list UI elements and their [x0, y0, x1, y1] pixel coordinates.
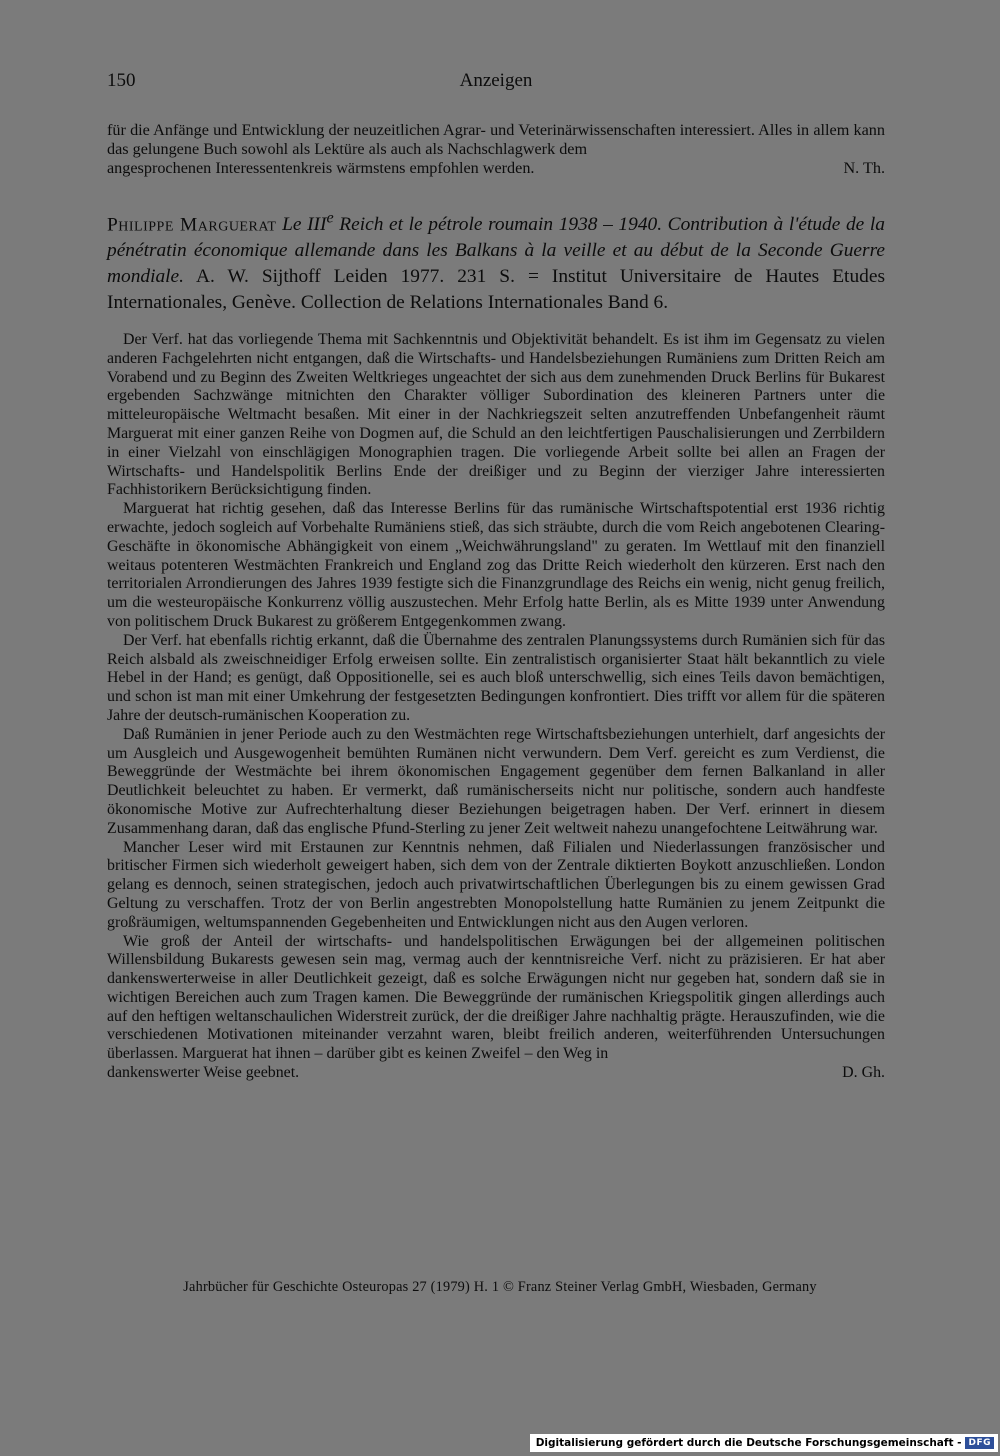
- dfg-notice-text: Digitalisierung gefördert durch die Deutsche Forschungsgemeinschaft -: [535, 1437, 962, 1449]
- citation-author: Philippe Marguerat: [107, 214, 277, 236]
- book-citation: [107, 206, 885, 316]
- citation-title-part1: Le III: [282, 214, 327, 236]
- review-body: [107, 331, 885, 1083]
- review-signature: D. Gh.: [842, 1064, 885, 1082]
- review-final-line-text: dankenswerter Weise geebnet.: [107, 1064, 300, 1082]
- citation-title-superscript: e: [326, 210, 334, 227]
- citation-publication: A. W. Sijthoff Leiden 1977. 231 S. = Institut Universitaire de Hautes Etudes Internationales, Genève. Collection de Relations Internationales Band 6.: [107, 266, 885, 314]
- review-paragraph: Der Verf. hat ebenfalls richtig erkannt, daß die Übernahme des zentralen Planungssystems durch Rumänien sich für das Reich alsbald als zweischneidiger Erfolg erweisen sollte. Ein zentralistisch organisierter Staat hält bekanntlich zu viele Hebel in der Hand; es genügt, daß Oppositionelle, sei es auch bloß unterschwellig, sich eines Teils davon bemächtigen, und schon ist man mit einer Umkehrung der festgesetzten Bedingungen konfrontiert. Dies trifft vor allem für die späteren Jahre der deutsch-rumänischen Kooperation zu.: [107, 631, 885, 724]
- previous-review-ending: [107, 121, 885, 178]
- review-final-line: [107, 1064, 885, 1083]
- review-final-paragraph: Wie groß der Anteil der wirtschafts- und handelspolitischen Erwägungen bei der allgemeinen politischen Willensbildung Bukarests gewesen sein mag, vermag auch der kenntnisreiche Verf. nicht zu präzisieren. Er hat aber dankenswerterweise in aller Deutlichkeit gezeigt, daß es solche Erwägungen nicht nur gegeben hat, sondern daß sie in wichtigen Bereichen auch zum Tragen kamen. Die Beweggründe der rumänischen Kriegspolitik gingen allerdings auch auf den heftigen weltanschaulichen Widerstreit zurück, der die dreißiger Jahre nachhaltig prägte. Herauszufinden, wie die verschiedenen Motivationen miteinander verzahnt waren, bleibt freilich anderen, weiterführenden Untersuchungen überlassen. Marguerat hat ihnen – darüber gibt es keinen Zweifel – den Weg in: [107, 932, 885, 1063]
- review-paragraph: Der Verf. hat das vorliegende Thema mit Sachkenntnis und Objektivität behandelt. Es ist ihm im Gegensatz zu vielen anderen Fachgelehrten nicht entgangen, daß die Wirtschafts- und Handelsbeziehungen Rumäniens zum Dritten Reich am Vorabend und zu Beginn des Zweiten Weltkrieges ungeachtet der sich aus dem zunehmenden Druck Berlins für Bukarest ergebenden Sachzwänge mitnichten den Charakter völliger Subordination des kleineren Partners unter die mitteleuropäische Weltmacht besaßen. Mit einer in der Nachkriegszeit selten anzutreffenden Unbefangenheit räumt Marguerat mit einer ganzen Reihe von Dogmen auf, die Schuld an den leichtfertigen Pauschalisierungen und Zerrbildern in einer Vielzahl von einschlägigen Monographien tragen. Die vorliegende Arbeit sollte bei allen an Fragen der Wirtschafts- und Handelspolitik Berlins Ende der dreißiger und zu Beginn der vierziger Jahre interessierten Fachhistorikern Berücksichtigung finden.: [107, 331, 885, 499]
- citation-title-part2: Reich et le pétrole roumain 1938 – 1940. Contribution à l'étude de la pénétratin économique allemande dans les Balkans à la veille et au début de la Seconde Guerre mondiale.: [107, 214, 885, 288]
- journal-footer: Jahrbücher für Geschichte Osteuropas 27 (1979) H. 1 © Franz Steiner Verlag GmbH, Wiesbaden, Germany: [183, 1279, 817, 1295]
- intro-signature: N. Th.: [843, 159, 885, 177]
- intro-text: für die Anfänge und Entwicklung der neuzeitlichen Agrar- und Veterinärwissenschaften interessiert. Alles in allem kann das gelungene Buch sowohl als Lektüre als auch als Nachschlagwerk dem: [107, 121, 885, 158]
- dfg-funding-notice: [530, 1434, 998, 1452]
- page-header: [107, 70, 885, 98]
- intro-last-line: [107, 159, 885, 178]
- dfg-logo-icon: DFG: [965, 1437, 994, 1449]
- review-paragraph: Mancher Leser wird mit Erstaunen zur Kenntnis nehmen, daß Filialen und Niederlassungen französischer und britischer Firmen sich wiederholt geweigert haben, sich dem von der Zentrale diktierten Boykott anzuschließen. London gelang es dennoch, seinen strategischen, jedoch auch privatwirtschaftlichen Überlegungen bis zu einem gewissen Grad Geltung zu verschaffen. Trotz der von Berlin angestrebten Monopolstellung hatte Rumänien zu jenem Zeitpunkt die großräumigen, weltumspannenden Gegebenheiten und Entwicklungen nicht aus den Augen verloren.: [107, 838, 885, 931]
- intro-last-line-text: angesprochenen Interessentenkreis wärmstens empfohlen werden.: [107, 159, 535, 177]
- running-title: Anzeigen: [459, 70, 533, 91]
- page-number: 150: [107, 70, 136, 91]
- review-paragraph: Marguerat hat richtig gesehen, daß das Interesse Berlins für das rumänische Wirtschaftspotential erst 1936 richtig erwachte, jedoch sogleich auf Vorbehalte Rumäniens stieß, das sich sträubte, durch die vom Reich angebotenen Clearing-Geschäfte in ökonomische Abhängigkeit von einem „Weichwährungsland" zu geraten. Im Wettlauf mit den finanziell weitaus potenteren Westmächten Frankreich und England zog das Dritte Reich wiederholt den kürzeren. Erst nach den territorialen Arrondierungen des Jahres 1939 festigte sich die Finanzgrundlage des Reichs ein wenig, nicht genug freilich, um die westeuropäische Konkurrenz völlig auszustechen. Mehr Erfolg hatte Berlin, als es Mitte 1939 unter Anwendung von politischem Druck Bukarest zu größerem Entgegenkommen zwang.: [107, 500, 885, 630]
- review-paragraph: Daß Rumänien in jener Periode auch zu den Westmächten rege Wirtschaftsbeziehungen unterhielt, darf angesichts der um Ausgleich und Ausgewogenheit bemühten Rumänen nicht verwundern. Dem Verf. gereicht es zum Verdienst, die Beweggründe der Westmächte bei ihrem ökonomischen Engagement gegenüber dem fernen Balkanland in aller Deutlichkeit beleuchtet zu haben. Er vermerkt, daß rumänischerseits nicht nur politische, sondern auch handfeste ökonomische Motive zur Aufrechterhaltung dieser Beziehungen beigetragen haben. Der Verf. erinnert in diesem Zusammenhang daran, daß das englische Pfund-Sterling zu jener Zeit weltweit nahezu unangefochtene Leitwährung war.: [107, 725, 885, 837]
